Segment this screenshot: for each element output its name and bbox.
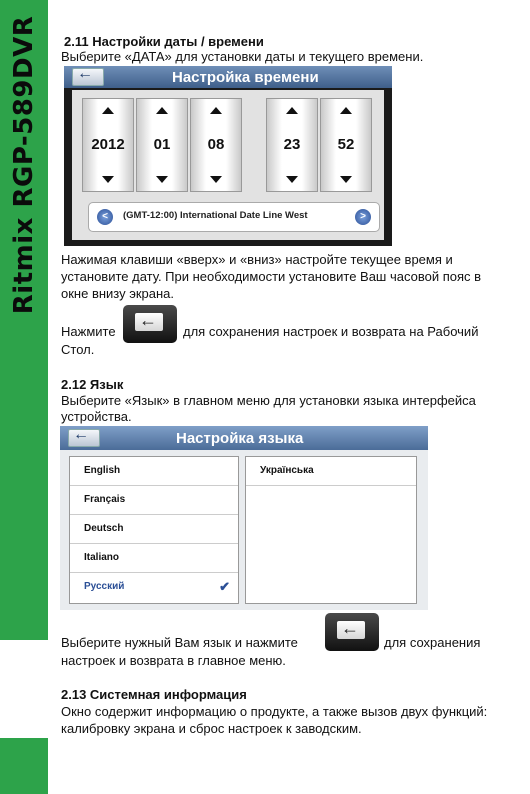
month-value: 01: [153, 136, 171, 153]
chevron-left-icon[interactable]: <: [97, 209, 113, 225]
back-button[interactable]: [68, 426, 100, 447]
checkmark-icon: ✔: [219, 579, 230, 594]
timezone-label: (GMT-12:00) International Date Line West: [123, 210, 308, 221]
up-arrow-icon[interactable]: [102, 107, 114, 114]
language-item[interactable]: Українська: [246, 457, 416, 486]
year-value: 2012: [91, 136, 125, 153]
down-arrow-icon[interactable]: [102, 176, 114, 183]
section-intro-2-11: Выберите «ДАТА» для установки даты и текущего времени.: [61, 49, 424, 64]
language-list-secondary: [245, 456, 417, 604]
month-spinner[interactable]: [136, 98, 188, 192]
sidebar-green-footer: [0, 738, 48, 794]
paragraph-line: Окно содержит информацию о продукте, а также вызов двух функций:: [61, 704, 488, 719]
after-label: Выберите нужный Вам язык и нажмите: [61, 635, 298, 650]
press-label: Нажмите: [61, 324, 116, 339]
time-screen-title: Настройка времени: [172, 69, 319, 86]
time-panel: [72, 90, 384, 240]
day-spinner[interactable]: [190, 98, 242, 192]
year-spinner[interactable]: [82, 98, 134, 192]
hour-spinner[interactable]: [266, 98, 318, 192]
back-button-image: [325, 613, 379, 651]
language-screen-titlebar: [60, 426, 428, 450]
down-arrow-icon[interactable]: [286, 176, 298, 183]
paragraph-line: калибровку экрана и сброс настроек к заводским.: [61, 721, 362, 736]
section-intro-2-12-cont: устройства.: [61, 409, 132, 424]
language-item-selected[interactable]: [70, 573, 238, 601]
minute-spinner[interactable]: [320, 98, 372, 192]
press-tail-2: Стол.: [61, 342, 95, 357]
back-arrow-icon: ←: [337, 621, 365, 639]
back-arrow-icon: ←: [73, 426, 89, 443]
back-button[interactable]: [72, 65, 104, 86]
brand-label: Ritmix RGP-589DVR: [9, 15, 39, 315]
day-value: 08: [207, 136, 225, 153]
time-settings-screen: [64, 66, 392, 246]
section-heading-2-11: 2.11 Настройки даты / времени: [64, 34, 264, 49]
language-item[interactable]: Français: [70, 486, 238, 515]
language-item[interactable]: Italiano: [70, 544, 238, 573]
language-screen-title: Настройка языка: [176, 430, 304, 447]
after-tail: для сохранения: [384, 635, 481, 650]
down-arrow-icon[interactable]: [156, 176, 168, 183]
up-arrow-icon[interactable]: [286, 107, 298, 114]
paragraph-line: Нажимая клавиши «вверх» и «вниз» настройте текущее время и: [61, 252, 453, 267]
language-list: [69, 456, 239, 604]
chevron-right-icon[interactable]: >: [355, 209, 371, 225]
language-item[interactable]: Deutsch: [70, 515, 238, 544]
selected-language-label: Русский: [84, 581, 125, 592]
language-settings-screen: [60, 426, 428, 610]
language-item[interactable]: English: [70, 457, 238, 486]
up-arrow-icon[interactable]: [210, 107, 222, 114]
timezone-selector[interactable]: [88, 202, 380, 232]
back-arrow-icon: ←: [77, 65, 93, 82]
hour-value: 23: [283, 136, 301, 153]
after-line-2: настроек и возврата в главное меню.: [61, 653, 286, 668]
up-arrow-icon[interactable]: [340, 107, 352, 114]
section-intro-2-12: Выберите «Язык» в главном меню для установки языка интерфейса: [61, 393, 476, 408]
down-arrow-icon[interactable]: [210, 176, 222, 183]
down-arrow-icon[interactable]: [340, 176, 352, 183]
section-heading-2-13: 2.13 Системная информация: [61, 687, 247, 702]
time-screen-titlebar: [64, 66, 392, 88]
minute-value: 52: [337, 136, 355, 153]
section-heading-2-12: 2.12 Язык: [61, 377, 124, 392]
press-tail: для сохранения настроек и возврата на Рабочий: [183, 324, 479, 339]
paragraph-line: окне внизу экрана.: [61, 286, 175, 301]
back-button-image: [123, 305, 177, 343]
paragraph-line: установите дату. При необходимости установите Ваш часовой пояс в: [61, 269, 482, 284]
up-arrow-icon[interactable]: [156, 107, 168, 114]
sidebar: [0, 0, 48, 794]
back-arrow-icon: ←: [135, 313, 163, 331]
